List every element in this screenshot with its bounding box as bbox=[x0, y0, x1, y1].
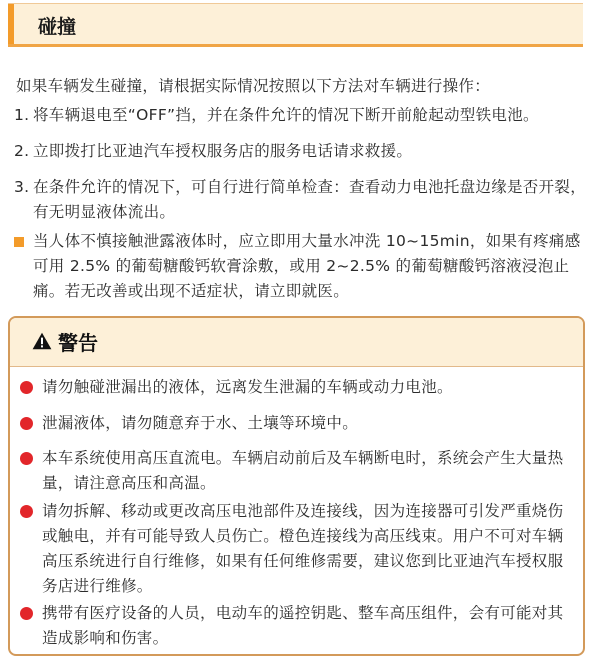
warning-item-text: 泄漏液体，请勿随意弃于水、土壤等环境中。 bbox=[42, 414, 359, 432]
section-header bbox=[8, 3, 583, 47]
step-text: 立即拨打比亚迪汽车授权服务店的服务电话请求救援。 bbox=[33, 142, 413, 160]
red-dot-icon bbox=[20, 607, 33, 620]
warning-item-text: 携带有医疗设备的人员，电动车的遥控钥匙、整车高压组件，会有可能对其造成影响和伤害。 bbox=[42, 604, 564, 647]
step-text: 在条件允许的情况下，可自行进行简单检查：查看动力电池托盘边缘是否开裂，有无明显液体流出。 bbox=[33, 178, 587, 221]
warning-item-text: 请勿触碰泄漏出的液体，远离发生泄漏的车辆或动力电池。 bbox=[42, 378, 453, 396]
step-text: 将车辆退电至“OFF”挡，并在条件允许的情况下断开前舱起动型铁电池。 bbox=[33, 106, 539, 124]
warning-box bbox=[8, 316, 585, 656]
warning-item-text: 本车系统使用高压直流电。车辆启动前后及车辆断电时，系统会产生大量热量，请注意高压和高温。 bbox=[42, 449, 564, 492]
red-dot-icon bbox=[20, 452, 33, 465]
step-number: 1. bbox=[14, 106, 30, 124]
warning-title: 警告 bbox=[58, 331, 98, 355]
note-text: 当人体不慎接触泄露液体时，应立即用大量水冲洗 10~15min，如果有疼痛感可用 2.5% 的葡萄糖酸钙软膏涂敷，或用 2~2.5% 的葡萄糖酸钙溶液浸泡止痛。若无改善或出现不适症状，请立即就医。 bbox=[33, 232, 581, 300]
warning-header bbox=[10, 318, 583, 367]
header-accent-bar bbox=[8, 4, 14, 44]
warning-item-text: 请勿拆解、移动或更改高压电池部件及连接线，因为连接器可引发严重烧伤或触电，并有可能导致人员伤亡。橙色连接线为高压线束。用户不可对车辆高压系统进行自行维修，如果有任何维修需要，建议您到比亚迪汽车授权服务店进行维修。 bbox=[42, 502, 564, 595]
orange-square-icon bbox=[14, 237, 24, 247]
intro-text: 如果车辆发生碰撞，请根据实际情况按照以下方法对车辆进行操作： bbox=[16, 77, 491, 95]
red-dot-icon bbox=[20, 381, 33, 394]
warning-triangle-icon bbox=[32, 332, 52, 350]
section-title: 碰撞 bbox=[38, 16, 77, 38]
step-number: 3. bbox=[14, 178, 30, 196]
red-dot-icon bbox=[20, 417, 33, 430]
step-number: 2. bbox=[14, 142, 30, 160]
red-dot-icon bbox=[20, 505, 33, 518]
